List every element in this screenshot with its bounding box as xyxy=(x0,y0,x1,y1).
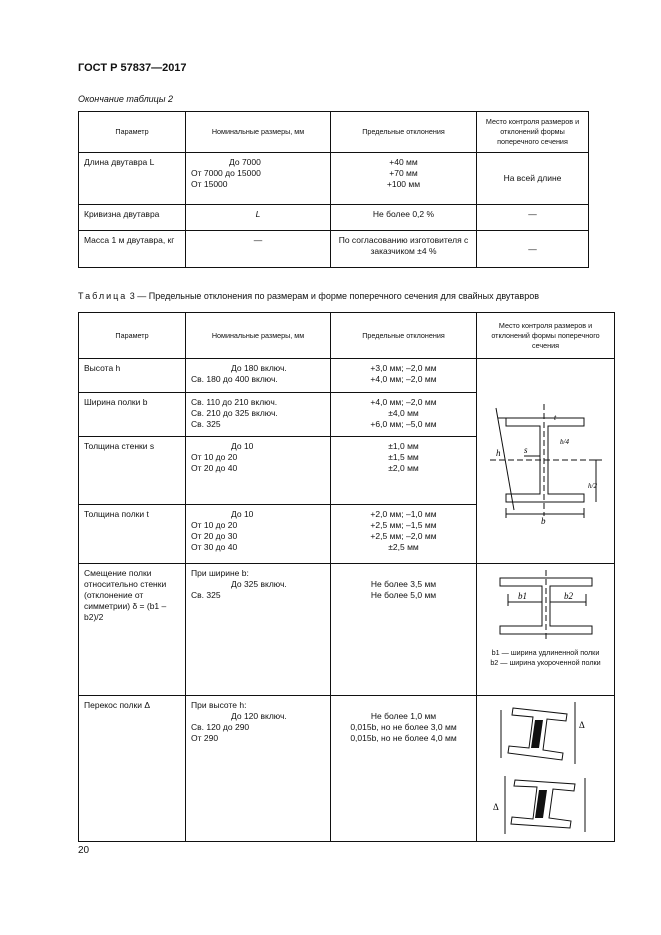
table3-col-param: Параметр xyxy=(79,313,186,359)
table3-r5-param: Смещение полки относительно стенки (отклонение от симметрии) δ = (b1 – b2)/2 xyxy=(79,564,186,696)
table2-r2-param: Кривизна двутавра xyxy=(79,205,186,231)
table2-caption: Окончание таблицы 2 xyxy=(78,94,173,104)
table2-r3-tolerances: По согласованию изготовителя с заказчиком ±4 % xyxy=(331,231,477,268)
label-h: h xyxy=(495,448,500,458)
label-b4: b/4 xyxy=(559,438,569,446)
label-h2: h/2 xyxy=(587,482,597,490)
table-row xyxy=(79,231,589,268)
table3-col-tolerances: Предельные отклонения xyxy=(331,313,477,359)
table3-r3-param: Толщина стенки s xyxy=(79,437,186,505)
table2-r3-sizes: — xyxy=(186,231,331,268)
table2-col-param: Параметр xyxy=(79,112,186,153)
table3-r1-sizes: До 180 включ. Св. 180 до 400 включ. xyxy=(186,359,331,393)
table2 xyxy=(78,111,589,268)
table3-caption: Таблица 3 — Предельные отклонения по размерам и форме поперечного сечения для свайных двутавров xyxy=(78,291,540,301)
table2-col-sizes: Номинальные размеры, мм xyxy=(186,112,331,153)
label-delta-upper: Δ xyxy=(578,720,585,730)
table2-r1-place: На всей длине xyxy=(477,153,589,205)
table3-r3-sizes: До 10 От 10 до 20 От 20 до 40 xyxy=(186,437,331,505)
table3-col-place: Место контроля размеров и отклонений формы поперечного сечения xyxy=(477,313,615,359)
table3-r2-tolerances: +4,0 мм; –2,0 мм ±4,0 мм +6,0 мм; –5,0 мм xyxy=(331,393,477,437)
table2-col-tolerances: Предельные отклонения xyxy=(331,112,477,153)
table2-r1-sizes: До 7000 От 7000 до 15000 От 15000 xyxy=(186,153,331,205)
label-t: t xyxy=(553,413,556,422)
table2-r3-place: — xyxy=(477,231,589,268)
table2-r3-param: Масса 1 м двутавра, кг xyxy=(79,231,186,268)
table2-r1-param: Длина двутавра L xyxy=(79,153,186,205)
table3-r6-param: Перекос полки Δ xyxy=(79,696,186,842)
table3-r3-tolerances: ±1,0 мм ±1,5 мм ±2,0 мм xyxy=(331,437,477,505)
flange-skew-figure xyxy=(491,698,601,836)
table-row xyxy=(79,564,615,696)
table-row xyxy=(79,696,615,842)
table3-r2-param: Ширина полки b xyxy=(79,393,186,437)
table2-r2-sizes: L xyxy=(186,205,331,231)
table3-r4-param: Толщина полки t xyxy=(79,505,186,564)
table-row xyxy=(79,205,589,231)
figure-caption-b1: b1 — ширина удлиненной полки xyxy=(491,648,600,657)
document-header: ГОСТ Р 57837—2017 xyxy=(78,62,187,74)
table3-r1-param: Высота h xyxy=(79,359,186,393)
table2-r2-tolerances: Не более 0,2 % xyxy=(331,205,477,231)
figure-caption-b2: b2 — ширина укороченной полки xyxy=(490,658,601,667)
label-delta-lower: Δ xyxy=(492,802,499,812)
table2-col-place: Место контроля размеров и отклонений формы поперечного сечения xyxy=(477,112,589,153)
table3-r1-tolerances: +3,0 мм; –2,0 мм +4,0 мм; –2,0 мм xyxy=(331,359,477,393)
table2-r1-tolerances: +40 мм +70 мм +100 мм xyxy=(331,153,477,205)
table3-r5-tolerances: Не более 3,5 мм Не более 5,0 мм xyxy=(331,564,477,696)
table3 xyxy=(78,312,615,842)
table3-r5-sizes: При ширине b: До 325 включ. Св. 325 xyxy=(186,564,331,696)
figure-flange-skew xyxy=(477,696,615,842)
i-beam-section-figure xyxy=(484,396,608,526)
table-row xyxy=(79,359,615,393)
table3-r4-sizes: До 10 От 10 до 20 От 20 до 30 От 30 до 40 xyxy=(186,505,331,564)
flange-offset-figure xyxy=(486,566,606,644)
table3-r4-tolerances: +2,0 мм; –1,0 мм +2,5 мм; –1,5 мм +2,5 мм; –2,0 мм ±2,5 мм xyxy=(331,505,477,564)
label-b2: b2 xyxy=(563,591,573,601)
label-b: b xyxy=(540,516,545,526)
label-s: s xyxy=(523,445,528,455)
figure-flange-offset xyxy=(477,564,615,696)
table3-r2-sizes: Св. 110 до 210 включ. Св. 210 до 325 включ. Св. 325 xyxy=(186,393,331,437)
table3-r6-tolerances: Не более 1,0 мм 0,015b, но не более 3,0 мм 0,015b, но не более 4,0 мм xyxy=(331,696,477,842)
label-b1: b1 xyxy=(517,591,527,601)
figure-cross-section xyxy=(477,359,615,564)
table2-r2-place: — xyxy=(477,205,589,231)
page-number: 20 xyxy=(78,845,90,856)
table3-r6-sizes: При высоте h: До 120 включ. Св. 120 до 290 От 290 xyxy=(186,696,331,842)
table3-col-sizes: Номинальные размеры, мм xyxy=(186,313,331,359)
table-row xyxy=(79,153,589,205)
